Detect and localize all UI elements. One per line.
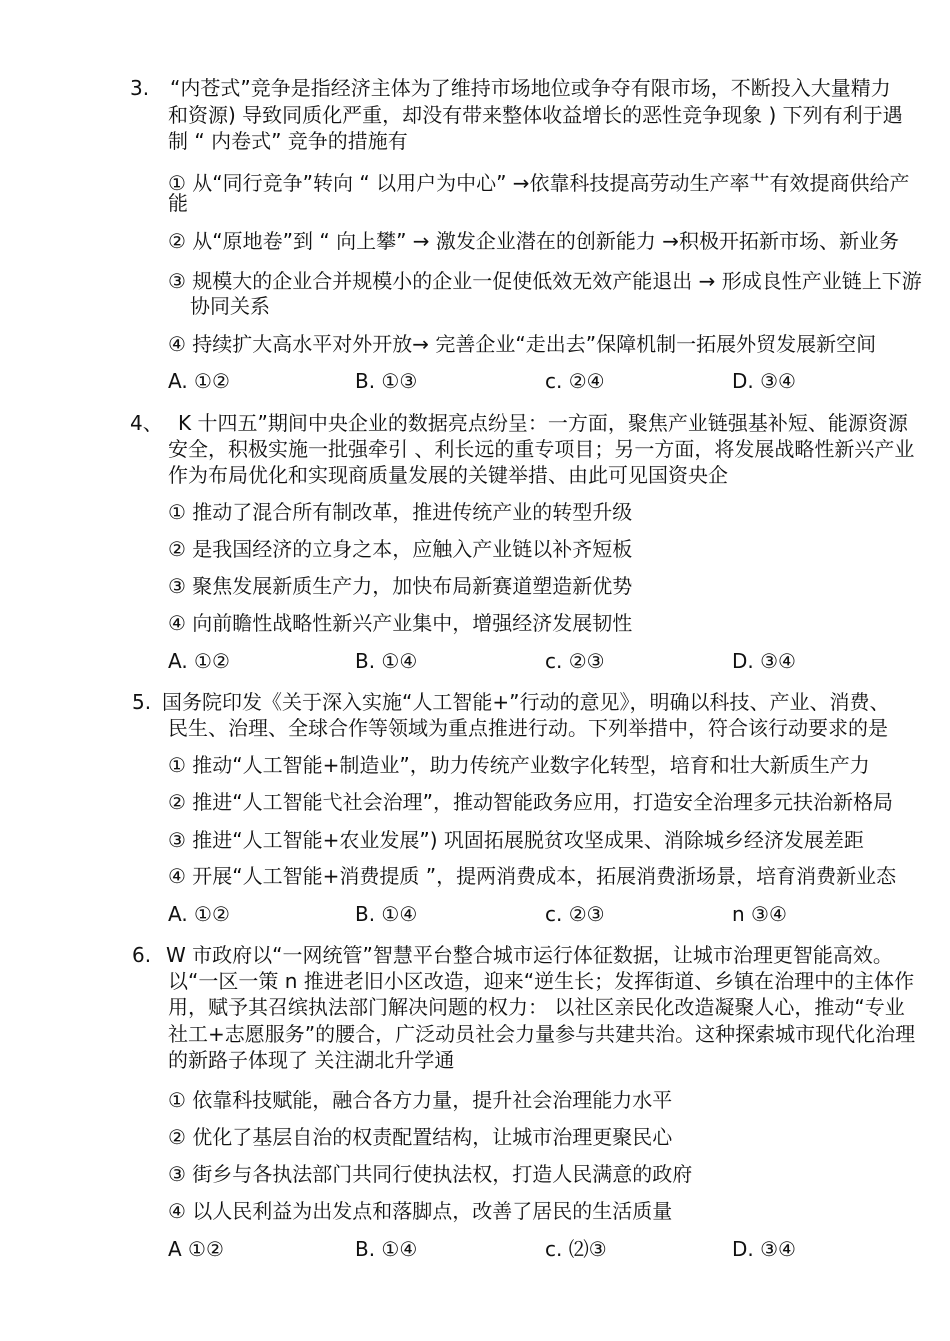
question-stem-line: W 市政府以“一网统管”智慧平台整合城市运行体征数据，让城市治理更智能高效。 xyxy=(166,943,893,967)
answer-choice[interactable]: B. ①③ xyxy=(355,369,418,393)
answer-choice[interactable]: B. ①④ xyxy=(355,902,418,926)
question-stem-line: 以“一区一策 n 推进老旧小区改造，迎来“逆生长；发挥街道、乡镇在治理中的主体作 xyxy=(168,969,915,993)
answer-choice[interactable]: A. ①② xyxy=(168,649,230,673)
question-stem-line: K 十四五”期间中央企业的数据亮点纷呈：一方面，聚焦产业链强基补短、能源资源 xyxy=(178,411,908,435)
question-stem-line: 社工+志愿服务”的腰合，广泛动员社会力量参与共建共治。这种探索城市现代化治理 xyxy=(168,1022,916,1046)
answer-choice[interactable]: D. ③④ xyxy=(732,369,796,393)
option-line: ④ 以人民利益为出发点和落脚点，改善了居民的生活质量 xyxy=(168,1199,673,1223)
answer-choice[interactable]: A ①② xyxy=(168,1237,224,1261)
question-number: 6. xyxy=(132,943,152,967)
option-line: ③ 聚焦发展新质生产力，加快布局新赛道塑造新优势 xyxy=(168,574,633,598)
option-line: ④ 向前瞻性战略性新兴产业集中，增强经济发展韧性 xyxy=(168,611,633,635)
option-line: 协同关系 xyxy=(190,294,270,318)
question-number: 3. xyxy=(130,76,150,100)
option-line: ① 推动了混合所有制改革，推进传统产业的转型升级 xyxy=(168,500,633,524)
answer-choice[interactable]: B. ①④ xyxy=(355,649,418,673)
option-line: ① 推动“人工智能+制造业”，助力传统产业数字化转型，培育和壮大新质生产力 xyxy=(168,753,870,777)
question-stem-line: 用，赋予其召缤执法部门解决问题的权力： 以社区亲民化改造凝聚人心，推动“专业 xyxy=(168,995,905,1019)
option-line: ③ 推进“人工智能+农业发展”) 巩固拓展脱贫攻坚成果、消除城乡经济发展差距 xyxy=(168,828,864,852)
option-line: ② 是我国经济的立身之本，应触入产业链以补齐短板 xyxy=(168,537,633,561)
question-number: 5. xyxy=(132,690,152,714)
question-stem-line: 作为布局优化和实现商质量发展的关键举措、由此可见国资央企 xyxy=(168,463,728,487)
answer-choice[interactable]: B. ①④ xyxy=(355,1237,418,1261)
question-stem-line: 和资源) 导致同质化严重，却没有带来整体收益增长的恶性竞争现象 ) 下列有利于遇 xyxy=(168,103,903,127)
option-line: ① 依靠科技赋能，融合各方力量，提升社会治理能力水平 xyxy=(168,1088,673,1112)
question-stem-line: 制 “ 内卷式” 竞争的措施有 xyxy=(168,129,408,153)
option-line: ① 从“同行竞争”转向 “ 以用户为中心” →依靠科技提高劳动生产率艹有效提商供给产 xyxy=(168,171,910,195)
question-stem-line: “内苍式”竞争是指经济主体为了维持市场地位或争夺有限市场，不断投入大量精力 xyxy=(170,76,891,100)
answer-choice[interactable]: c. ②③ xyxy=(545,902,605,926)
question-stem-line: 民生、治理、全球合作等领域为重点推进行动。下列举措中，符合该行动要求的是 xyxy=(168,716,888,740)
answer-choice[interactable]: c. ②④ xyxy=(545,369,605,393)
answer-choice[interactable]: c. ⑵③ xyxy=(545,1237,607,1261)
option-line: ③ 规模大的企业合并规模小的企业一促使低效无效产能退出 → 形成良性产业链上下游 xyxy=(168,269,922,293)
question-stem-line: 的新路子体现了 关注湖北升学通 xyxy=(168,1048,455,1072)
option-line: ④ 开展“人工智能+消费提质 ”，提两消费成本，拓展消费浙场景，培育消费新业态 xyxy=(168,864,897,888)
option-line: ③ 街乡与各执法部门共同行使执法权，打造人民满意的政府 xyxy=(168,1162,693,1186)
option-line: ② 优化了基层自治的权责配置结构，让城市治理更聚民心 xyxy=(168,1125,673,1149)
option-line: ② 从“原地卷”到 “ 向上攀” → 激发企业潜在的创新能力 →积极开拓新市场、新业务 xyxy=(168,229,900,253)
answer-choice[interactable]: n ③④ xyxy=(732,902,787,926)
option-line: ④ 持续扩大高水平对外开放→ 完善企业“走出去”保障机制一拓展外贸发展新空间 xyxy=(168,332,877,356)
option-line: 能 xyxy=(168,191,188,215)
question-stem-line: 国务院印发《关于深入实施“人工智能+”行动的意见》，明确以科技、产业、消费、 xyxy=(162,690,890,714)
answer-choice[interactable]: A. ①② xyxy=(168,369,230,393)
question-stem-line: 安全，积极实施一批强牵引 、利长远的重专项目；另一方面，将发展战略性新兴产业 xyxy=(168,437,915,461)
answer-choice[interactable]: A. ①② xyxy=(168,902,230,926)
answer-choice[interactable]: D. ③④ xyxy=(732,1237,796,1261)
answer-choice[interactable]: c. ②③ xyxy=(545,649,605,673)
question-number: 4、 xyxy=(130,411,163,435)
answer-choice[interactable]: D. ③④ xyxy=(732,649,796,673)
option-line: ② 推进“人工智能弋社会治理”，推动智能政务应用，打造安全治理多元扶治新格局 xyxy=(168,790,894,814)
